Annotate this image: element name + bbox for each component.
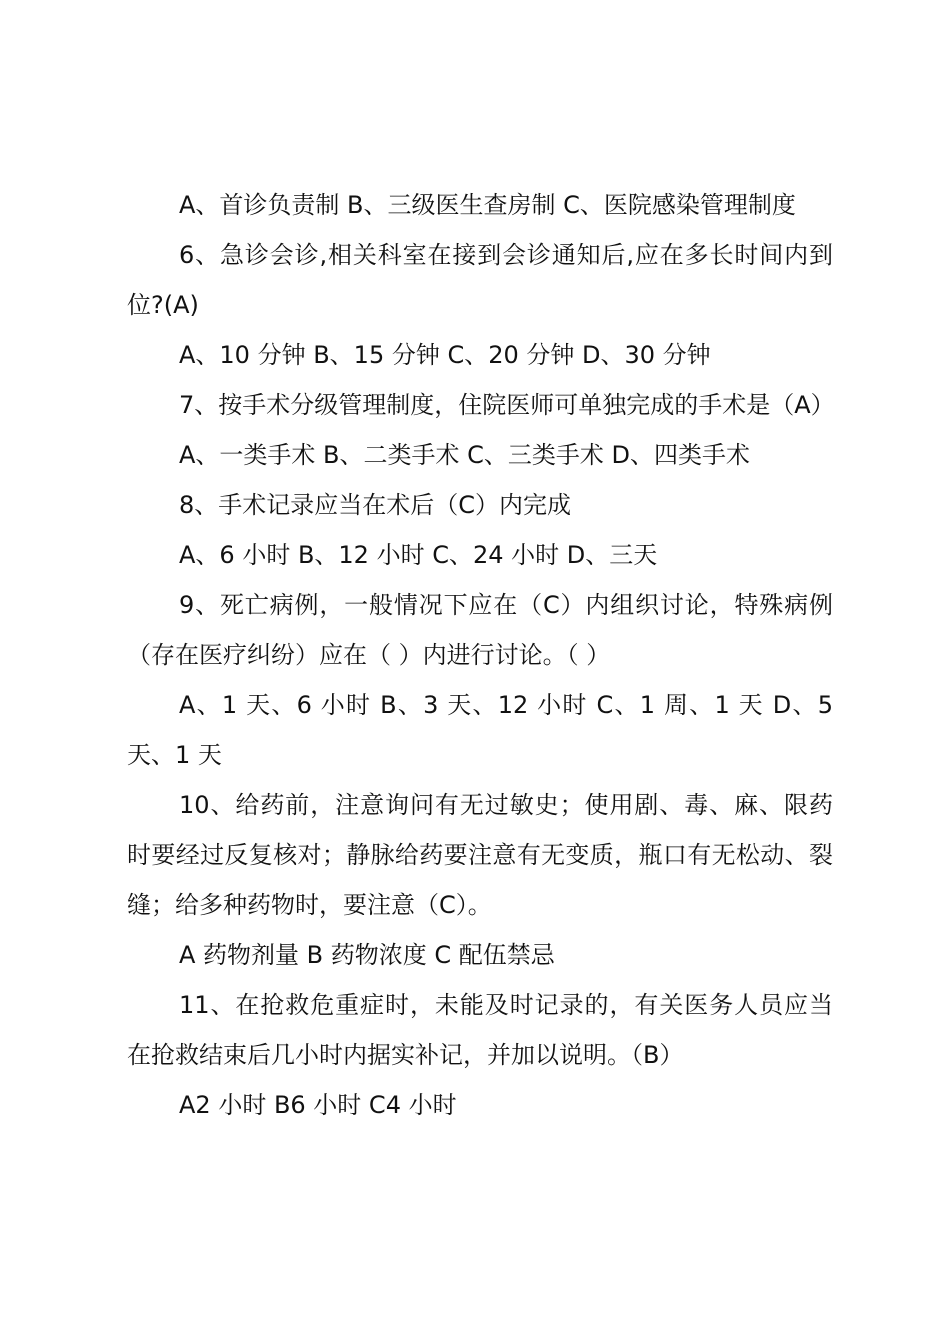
- answer-options-q5: A、首诊负责制 B、三级医生查房制 C、医院感染管理制度: [179, 191, 796, 219]
- answer-options-q7: A、一类手术 B、二类手术 C、三类手术 D、四类手术: [179, 441, 751, 469]
- answer-options-q8: A、6 小时 B、12 小时 C、24 小时 D、三天: [179, 541, 658, 569]
- answer-options-q11: A2 小时 B6 小时 C4 小时: [179, 1091, 457, 1119]
- question-7: 7、按手术分级管理制度，住院医师可单独完成的手术是（A）: [179, 391, 835, 419]
- answer-options-q6: A、10 分钟 B、15 分钟 C、20 分钟 D、30 分钟: [179, 341, 711, 369]
- question-8: 8、手术记录应当在术后（C）内完成: [179, 491, 572, 519]
- answer-options-q10: A 药物剂量 B 药物浓度 C 配伍禁忌: [179, 941, 555, 969]
- question-9: 9、死亡病例，一般情况下应在（C）内组织讨论，特殊病例（存在医疗纠纷）应在（ ）内进行讨论。（ ）: [127, 591, 833, 669]
- answer-options-q9: A、1 天、6 小时 B、3 天、12 小时 C、1 周、1 天 D、5 天、1 天: [127, 691, 833, 769]
- document-body: [127, 180, 833, 1130]
- question-11: 11、在抢救危重症时，未能及时记录的，有关医务人员应当在抢救结束后几小时内据实补记，并加以说明。（B）: [127, 991, 833, 1069]
- question-10: 10、给药前，注意询问有无过敏史；使用剧、毒、麻、限药时要经过反复核对；静脉给药要注意有无变质，瓶口有无松动、裂缝；给多种药物时，要注意（C）。: [127, 791, 833, 919]
- question-6: 6、急诊会诊,相关科室在接到会诊通知后,应在多长时间内到位?(A): [127, 241, 833, 319]
